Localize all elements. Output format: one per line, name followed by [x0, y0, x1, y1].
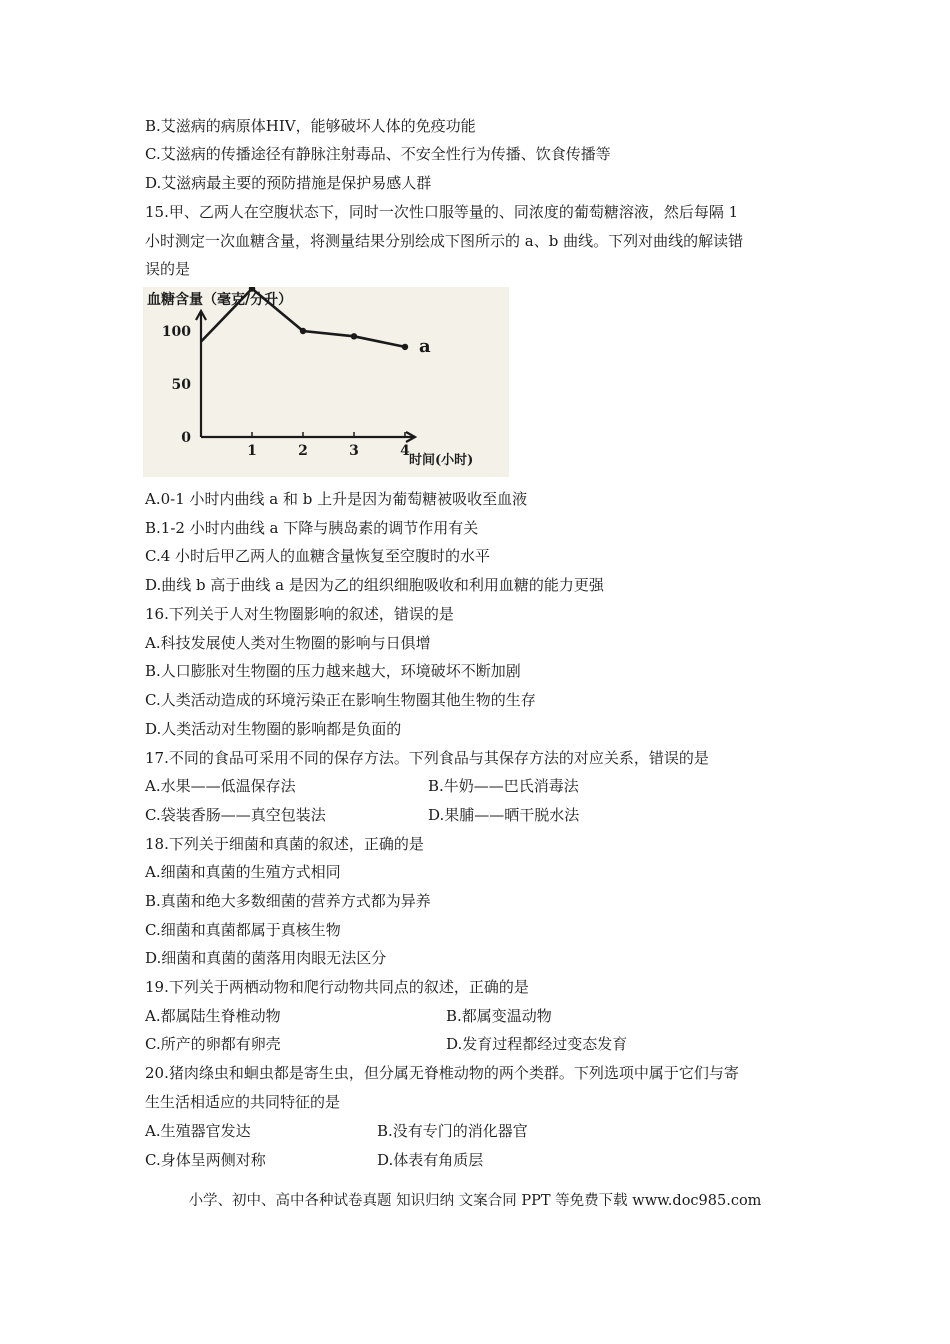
- series-a-point-2: [300, 328, 306, 334]
- q20-option-a: A.生殖器官发达: [145, 1122, 251, 1140]
- q17-option-b: B.牛奶——巴氏消毒法: [428, 777, 579, 795]
- q15-stem-line-2: 小时测定一次血糖含量，将测量结果分别绘成下图所示的 a、b 曲线。下列对曲线的解读错: [145, 232, 744, 250]
- q15-stem-line-1: 15.甲、乙两人在空腹状态下，同时一次性口服等量的、同浓度的葡萄糖溶液，然后每隔 1: [145, 203, 739, 221]
- q16-option-b: B.人口膨胀对生物圈的压力越来越大，环境破坏不断加剧: [145, 662, 521, 680]
- q18-stem: 18.下列关于细菌和真菌的叙述，正确的是: [145, 835, 424, 853]
- series-a-label: a: [419, 335, 431, 357]
- chart-ylabel: 血糖含量（毫克/分升）: [147, 292, 293, 308]
- page-footer: 小学、初中、高中各种试卷真题 知识归纳 文案合同 PPT 等免费下载 www.doc985.com: [188, 1193, 762, 1209]
- series-a-point-3: [351, 333, 357, 339]
- q20-option-b: B.没有专门的消化器官: [377, 1122, 528, 1140]
- q16-stem: 16.下列关于人对生物圈影响的叙述，错误的是: [145, 605, 454, 623]
- q20-option-d: D.体表有角质层: [377, 1151, 484, 1169]
- q17-option-d: D.果脯——晒干脱水法: [428, 806, 580, 824]
- y-tick-label-100: 100: [161, 324, 191, 340]
- q15-option-d: D.曲线 b 高于曲线 a 是因为乙的组织细胞吸收和利用血糖的能力更强: [145, 576, 604, 594]
- q18-option-d: D.细菌和真菌的菌落用肉眼无法区分: [145, 949, 387, 967]
- x-tick-label-2: 2: [298, 443, 308, 459]
- q20-option-c: C.身体呈两侧对称: [145, 1151, 266, 1169]
- q19-option-a: A.都属陆生脊椎动物: [145, 1007, 281, 1025]
- q16-option-a: A.科技发展使人类对生物圈的影响与日俱增: [145, 634, 431, 652]
- y-tick-label-50: 50: [171, 377, 191, 393]
- q17-stem: 17.不同的食品可采用不同的保存方法。下列食品与其保存方法的对应关系，错误的是: [145, 749, 709, 767]
- q18-option-a: A.细菌和真菌的生殖方式相同: [145, 863, 341, 881]
- q15-stem-line-3: 误的是: [145, 260, 191, 278]
- x-tick-label-4: 4: [400, 443, 410, 459]
- q15-option-a: A.0-1 小时内曲线 a 和 b 上升是因为葡萄糖被吸收至血液: [145, 490, 528, 508]
- q14-option-b: B.艾滋病的病原体HIV，能够破坏人体的免疫功能: [145, 117, 476, 135]
- series-a-point-4: [402, 344, 408, 350]
- q19-stem: 19.下列关于两栖动物和爬行动物共同点的叙述，正确的是: [145, 978, 529, 996]
- q18-option-c: C.细菌和真菌都属于真核生物: [145, 921, 341, 939]
- q19-option-c: C.所产的卵都有卵壳: [145, 1035, 281, 1053]
- q19-option-d: D.发育过程都经过变态发育: [446, 1035, 628, 1053]
- chart-xlabel: 时间(小时): [409, 453, 474, 468]
- q17-option-c: C.袋装香肠——真空包装法: [145, 806, 326, 824]
- q15-option-b: B.1-2 小时内曲线 a 下降与胰岛素的调节作用有关: [145, 519, 479, 537]
- q20-stem-line-2: 生生活相适应的共同特征的是: [145, 1093, 341, 1111]
- q16-option-c: C.人类活动造成的环境污染正在影响生物圈其他生物的生存: [145, 691, 536, 709]
- q18-option-b: B.真菌和绝大多数细菌的营养方式都为异养: [145, 892, 431, 910]
- blood-glucose-chart: [143, 287, 509, 477]
- q14-option-c: C.艾滋病的传播途径有静脉注射毒品、不安全性行为传播、饮食传播等: [145, 145, 611, 163]
- q17-option-a: A.水果——低温保存法: [145, 777, 296, 795]
- q16-option-d: D.人类活动对生物圈的影响都是负面的: [145, 720, 402, 738]
- x-tick-label-1: 1: [247, 443, 257, 459]
- y-tick-label-0: 0: [181, 430, 191, 446]
- x-tick-label-3: 3: [349, 443, 359, 459]
- q15-option-c: C.4 小时后甲乙两人的血糖含量恢复至空腹时的水平: [145, 547, 491, 565]
- q20-stem-line-1: 20.猪肉绦虫和蛔虫都是寄生虫，但分属无脊椎动物的两个类群。下列选项中属于它们与寄: [145, 1064, 739, 1082]
- q14-option-d: D.艾滋病最主要的预防措施是保护易感人群: [145, 174, 432, 192]
- q19-option-b: B.都属变温动物: [446, 1007, 552, 1025]
